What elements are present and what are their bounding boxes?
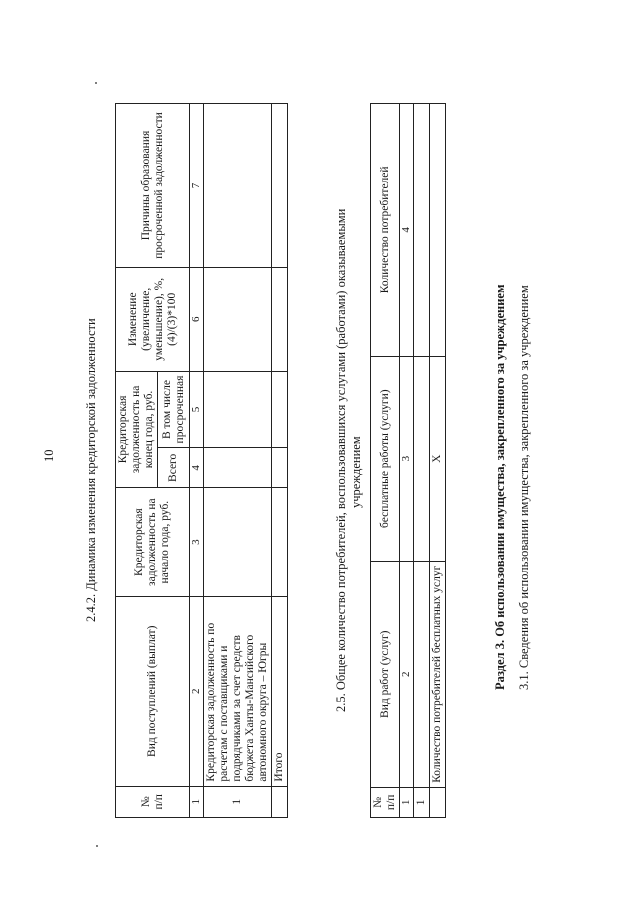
col-number: 2 [400, 561, 414, 787]
table-row [430, 104, 446, 818]
row-count [414, 104, 430, 357]
row-type [414, 561, 430, 787]
table-row [414, 104, 430, 818]
header-num: № п/п [371, 787, 400, 817]
section-2-4-2-title: 2.4.2. Динамика изменения кредиторской задолженности [84, 318, 98, 622]
row-type: Кредиторская задолженность по расчетам с поставщиками и подрядчиками за счет средств бюджета Ханты-Мансийского автономного округа – Югры [204, 596, 272, 786]
row-type: Количество потребителей бесплатных услуг [430, 561, 446, 787]
section-2-5-title: 2.5. Общее количество потребителей, воспользовавшихся услугами (работами) оказываемыми [334, 208, 348, 712]
row-end-overdue [204, 371, 272, 448]
header-type: Вид поступлений (выплат) [116, 596, 190, 786]
row-start [204, 488, 272, 597]
consumers-table [370, 103, 446, 818]
row-num: 1 [204, 786, 272, 817]
header-change: Изменение (увеличение, уменьшение), %, (4)/(3)*100 [116, 267, 190, 371]
scan-speck [96, 845, 98, 847]
section-3-1-subtitle: 3.1. Сведения об использовании имущества, закрепленного за учреждением [517, 285, 531, 690]
section-2-5-title-cont: учреждением [349, 436, 363, 508]
row-end-total [204, 448, 272, 488]
row-type: Итого [272, 596, 288, 786]
col-number: 1 [190, 786, 204, 817]
creditor-debt-table [115, 103, 288, 818]
header-work-type: Вид работ (услуг) [371, 561, 400, 787]
row-end-total [272, 448, 288, 488]
row-reasons [204, 104, 272, 268]
row-change [204, 267, 272, 371]
row-num [430, 787, 446, 817]
scan-speck [95, 82, 97, 84]
header-end-total: Всего [158, 448, 190, 488]
row-reasons [272, 104, 288, 268]
col-number: 3 [190, 488, 204, 597]
page-number: 10 [42, 449, 56, 462]
col-number: 4 [190, 448, 204, 488]
col-number: 7 [190, 104, 204, 268]
header-consumer-count: Количество потребителей [371, 104, 400, 357]
row-end-overdue [272, 371, 288, 448]
col-number: 2 [190, 596, 204, 786]
header-end-overdue: В том числе просроченная [158, 371, 190, 448]
col-number: 1 [400, 787, 414, 817]
row-start [272, 488, 288, 597]
consumers-table-wrapper [370, 103, 446, 818]
row-free [414, 356, 430, 561]
row-free: X [430, 356, 446, 561]
header-free-works: бесплатные работы (услуги) [371, 356, 400, 561]
row-count [430, 104, 446, 357]
col-number: 4 [400, 104, 414, 357]
header-num: № п/п [116, 786, 190, 817]
row-change [272, 267, 288, 371]
table-row [204, 104, 272, 818]
section-3-title: Раздел 3. Об использовании имущества, закрепленного за учреждением [493, 284, 507, 690]
header-start-debt: Кредиторская задолженность на начало года, руб. [116, 488, 190, 597]
creditor-debt-table-wrapper [115, 103, 288, 818]
header-end-debt: Кредиторская задолженность на конец года, руб. [116, 371, 158, 488]
col-number: 6 [190, 267, 204, 371]
row-num [272, 786, 288, 817]
col-number: 5 [190, 371, 204, 448]
row-num: 1 [414, 787, 430, 817]
table-row [272, 104, 288, 818]
header-reasons: Причины образования просроченной задолженности [116, 104, 190, 268]
col-number: 3 [400, 356, 414, 561]
